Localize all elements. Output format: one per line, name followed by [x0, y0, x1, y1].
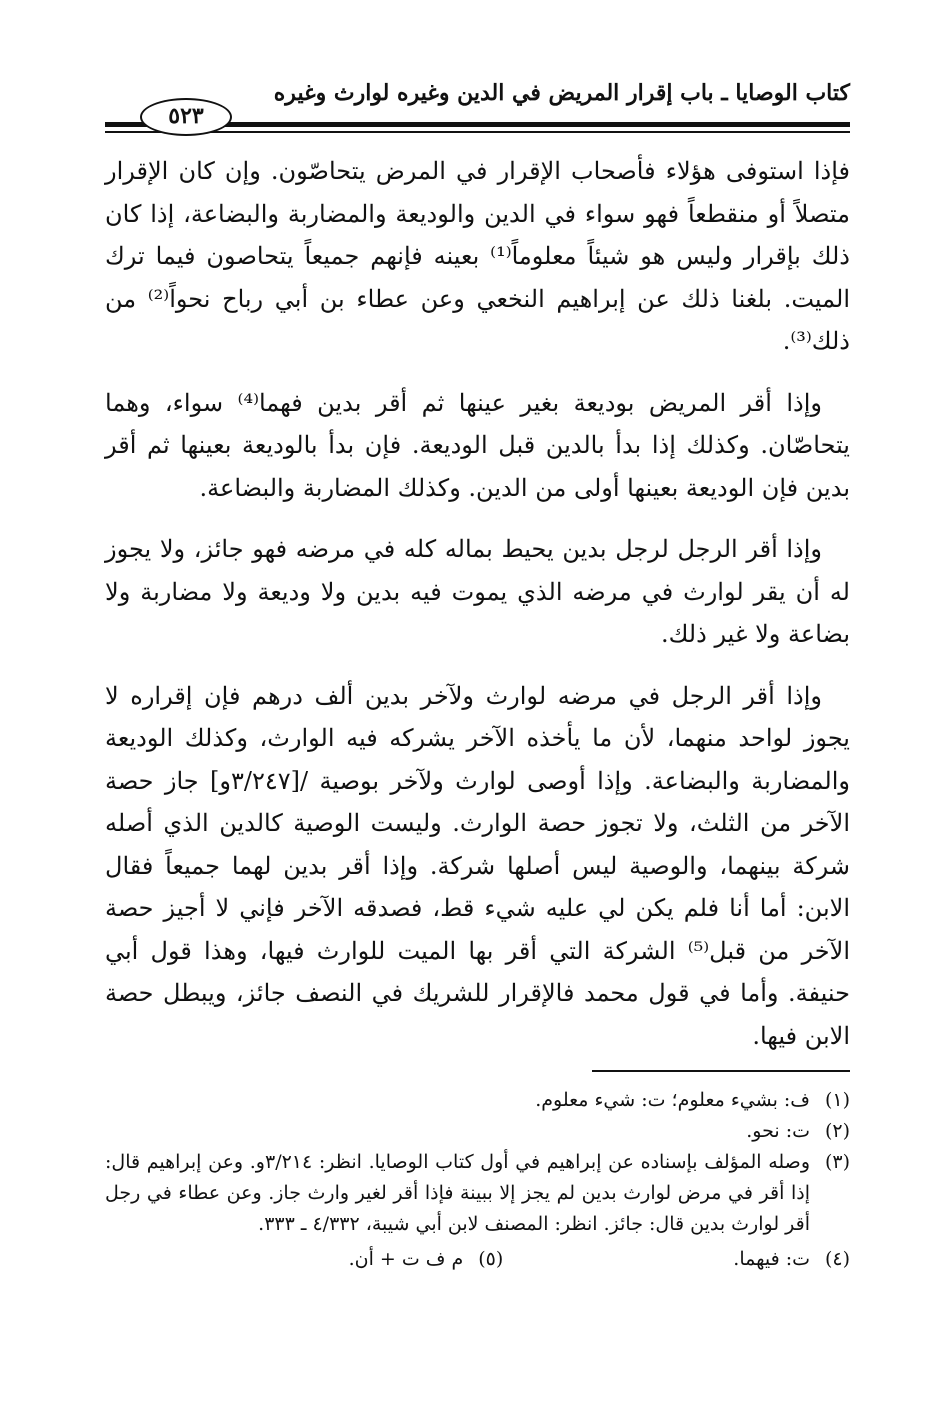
footnote-number: (٢) — [824, 1120, 850, 1142]
footnote-1 — [105, 1085, 850, 1116]
footnote-5 — [349, 1244, 504, 1275]
footnote-text: وصله المؤلف بإسناده عن إبراهيم في أول كتاب الوصايا. انظر: ٣/٢١٤و. وعن إبراهيم قال: إذا أقر في مرض لوارث بدين لم يجز إلا ببينة فإذا أقر لغير وارث جاز. وعن عطاء في رجل أقر لوارث بدين قال: جائز. انظر: المصنف لابن أبي شيبة، ٤/٣٣٢ ـ ٣٣٣. — [105, 1151, 810, 1235]
page-number: ٥٢٣ — [140, 98, 232, 136]
footnote-separator — [592, 1070, 850, 1072]
paragraph-3: وإذا أقر الرجل لرجل بدين يحيط بماله كله في مرضه فهو جائز، ولا يجوز له أن يقر لوارث في مرضه الذي يموت فيه بدين ولا وديعة ولا مضاربة ولا بضاعة ولا غير ذلك. — [105, 535, 850, 648]
footnote-3 — [105, 1147, 850, 1240]
running-title: كتاب الوصايا ـ باب إقرار المريض في الدين وغيره لوارث وغيره — [273, 80, 850, 106]
footnote-text: ت: نحو. — [746, 1120, 810, 1142]
header-rule-thin — [105, 131, 850, 133]
footnotes — [105, 1085, 850, 1275]
paragraph-4: وإذا أقر الرجل في مرضه لوارث ولآخر بدين ألف درهم فإن إقراره لا يجوز لواحد منهما، لأن ما يأخذه الآخر يشركه فيه الوارث، وكذلك الوديعة والمضاربة والبضاعة. وإذا أوصى لوارث ولآخر بوصية /[٣/٢٤٧و] جاز حصة الآخر من الثلث، ولا تجوز حصة الوارث. وليست الوصية كالدين الذي أصله شركة بينهما، والوصية ليس أصلها شركة. وإذا أقر بدين لهما جميعاً فقال الابن: أما أنا فلم يكن لي عليه شيء قط، فصدقه الآخر فإني لا أجيز حصة الآخر من قبل⁽⁵⁾ الشركة التي أقر بها الميت للوارث فيها، وهذا قول أبي حنيفة. وأما في قول محمد فالإقرار للشريك في النصف جائز، ويبطل حصة الابن فيها. — [105, 681, 851, 1050]
paragraph-1: فإذا استوفى هؤلاء فأصحاب الإقرار في المرض يتحاصّون. وإن كان الإقرار متصلاً أو منقطعاً فهو سواء في الدين والوديعة والمضاربة والبضاعة، إذا كان ذلك بإقرار وليس هو شيئاً معلوماً⁽¹⁾ بعينه فإنهم جميعاً يتحاصون فيما ترك الميت. بلغنا ذلك عن إبراهيم النخعي وعن عطاء بن أبي رباح نحواً⁽²⁾ من ذلك⁽³⁾. — [105, 157, 850, 355]
footnote-number: (٥) — [478, 1248, 504, 1270]
footnote-text: ف: بشيء معلوم؛ ت: شيء معلوم. — [535, 1089, 810, 1111]
footnote-number: (١) — [824, 1089, 850, 1111]
footnote-4 — [733, 1244, 850, 1275]
footnote-row — [105, 1244, 850, 1275]
footnote-2 — [105, 1116, 850, 1147]
main-text — [105, 150, 850, 1076]
paragraph-2: وإذا أقر المريض بوديعة بغير عينها ثم أقر بدين فهما⁽⁴⁾ سواء، وهما يتحاصّان. وكذلك إذا بدأ بالدين قبل الوديعة. فإن بدأ بالوديعة بعينها ثم أقر بدين فإن الوديعة بعينها أولى من الدين. وكذلك المضاربة والبضاعة. — [105, 388, 850, 502]
footnote-number: (٣) — [824, 1151, 850, 1173]
footnote-text: ت: فيهما. — [733, 1248, 810, 1270]
footnote-text: م ف ت + أن. — [348, 1248, 464, 1270]
footnote-number: (٤) — [824, 1248, 850, 1270]
